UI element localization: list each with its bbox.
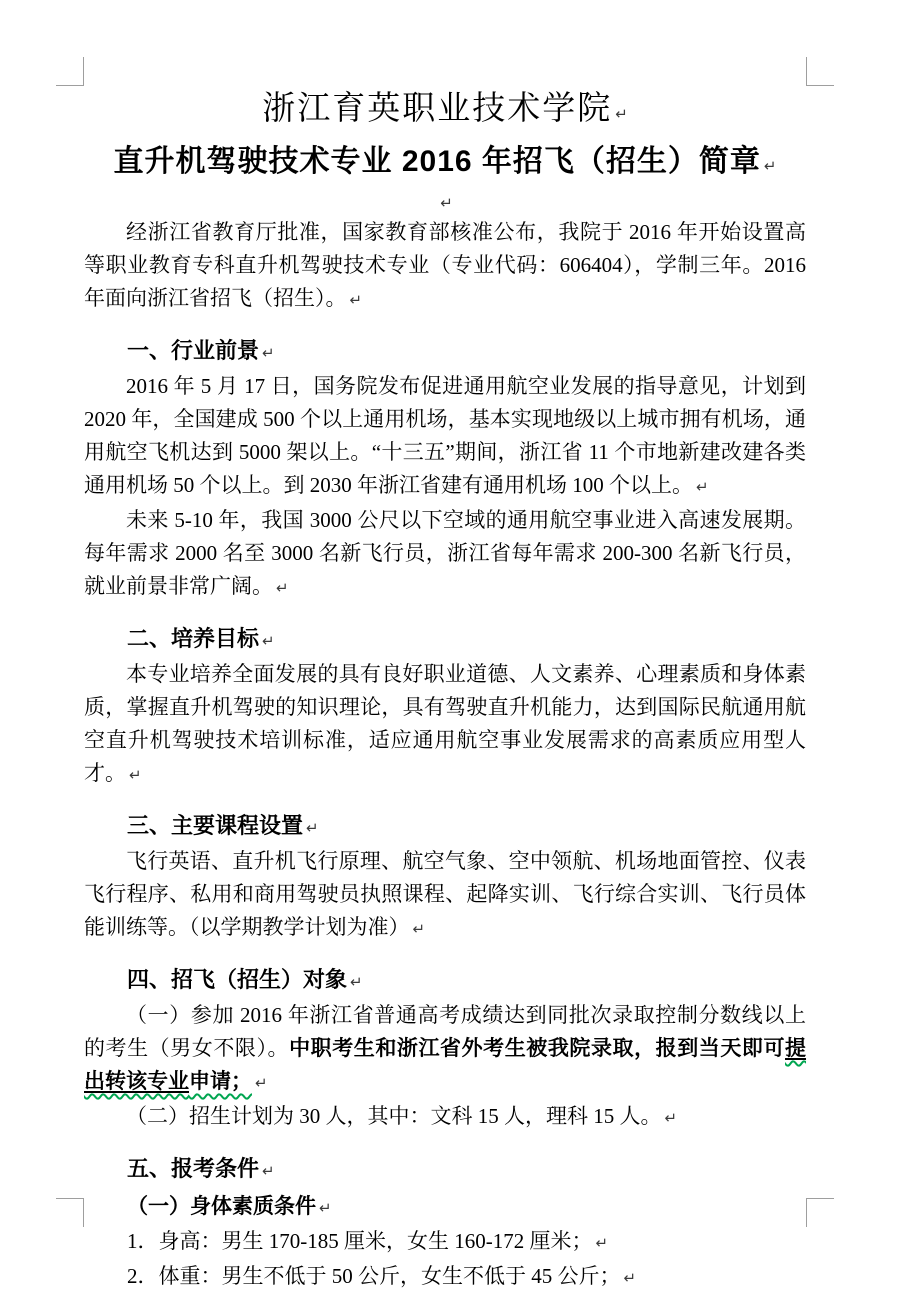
section-application-requirements (84, 1152, 806, 1291)
section-1-paragraph-1 (84, 370, 806, 504)
paragraph-mark: ↵ (262, 344, 275, 362)
section-2-paragraph-1-text: 本专业培养全面发展的具有良好职业道德、人文素养、心理素质和身体素质，掌握直升机驾驶的知识理论，具有驾驶直升机能力，达到国际民航通用航空直升机驾驶技术培训标准，适应通用航空事业发展需求的高素质应用型人才。 (84, 662, 806, 785)
section-5-heading-text: 五、报考条件 (127, 1156, 260, 1181)
margin-crop-mark-top-right (806, 57, 834, 86)
section-industry-outlook (84, 334, 806, 605)
paragraph-mark: ↵ (595, 1234, 609, 1252)
requirement-height (84, 1225, 806, 1260)
requirement-height-text: 1．身高：男生 170-185 厘米，女生 160-172 厘米； (127, 1229, 593, 1253)
paragraph-mark: ↵ (664, 1109, 678, 1127)
section-1-paragraph-1-text: 2016 年 5 月 17 日，国务院发布促进通用航空业发展的指导意见，计划到 2020 年，全国建成 500 个以上通用机场，基本实现地级以上城市拥有机场，通用航空飞机达到 5000 架以上。“十三五”期间，浙江省 11 个市地新建改建各类通用机场 50 个以上。到 2030 年浙江省建有通用机场 100 个以上。 (84, 374, 806, 497)
paragraph-mark: ↵ (615, 105, 628, 123)
wavy-run: 申请； (189, 1070, 252, 1093)
document-body (84, 85, 806, 1291)
margin-crop-mark-bottom-left (56, 1198, 84, 1227)
paragraph-mark: ↵ (440, 194, 453, 212)
section-3-heading-text: 三、主要课程设置 (127, 813, 304, 838)
section-3-paragraph-1 (84, 845, 806, 946)
requirement-weight-text: 2．体重：男生不低于 50 公斤，女生不低于 45 公斤； (127, 1264, 621, 1288)
section-2-heading (84, 622, 806, 658)
paragraph-mark: ↵ (349, 291, 363, 309)
intro-paragraph-text: 经浙江省教育厅批准，国家教育部核准公布，我院于 2016 年开始设置高等职业教育专科直升机驾驶技术专业（专业代码：606404），学制三年。2016 年面向浙江省招飞（招生）。 (84, 220, 806, 310)
margin-crop-mark-top-left (56, 57, 84, 86)
paragraph-mark: ↵ (319, 1199, 332, 1217)
section-5-heading (84, 1152, 806, 1188)
paragraph-mark: ↵ (623, 1269, 637, 1287)
section-training-objectives (84, 622, 806, 792)
section-1-paragraph-2-text: 未来 5-10 年，我国 3000 公尺以下空域的通用航空事业进入高速发展期。每年需求 2000 名至 3000 名新飞行员，浙江省每年需求 200-300 名新飞行员，就业前景非常广阔。 (84, 508, 806, 598)
margin-crop-mark-bottom-right (806, 1198, 834, 1227)
paragraph-mark: ↵ (276, 579, 289, 597)
section-main-courses (84, 809, 806, 946)
physical-condition-subheading-text: （一）身体素质条件 (127, 1195, 316, 1218)
admission-target-item-2 (84, 1100, 806, 1135)
section-2-paragraph-1 (84, 658, 806, 792)
paragraph-mark: ↵ (129, 766, 142, 784)
section-1-heading-text: 一、行业前景 (127, 338, 260, 363)
section-1-paragraph-2 (84, 504, 806, 605)
physical-condition-subheading (84, 1190, 806, 1225)
document-subtitle (84, 138, 806, 190)
admission-target-item-2-text: （二）招生计划为 30 人，其中：文科 15 人，理科 15 人。 (126, 1104, 662, 1128)
section-3-heading (84, 809, 806, 845)
empty-paragraph (84, 190, 806, 216)
bold-run: 中职考生和浙江省外考生被我院录取，报到当天即可 (289, 1037, 786, 1060)
section-3-paragraph-1-text: 飞行英语、直升机飞行原理、航空气象、空中领航、机场地面管控、仪表飞行程序、私用和商用驾驶员执照课程、起降实训、飞行综合实训、飞行员体能训练等。（以学期教学计划为准） (84, 849, 806, 939)
admission-target-item-1 (84, 999, 806, 1100)
section-2-heading-text: 二、培养目标 (127, 626, 260, 651)
document-title-text: 浙江育英职业技术学院 (262, 91, 613, 127)
intro-paragraph (84, 216, 806, 317)
paragraph-mark: ↵ (255, 1074, 268, 1092)
document-title (84, 85, 806, 138)
requirement-weight (84, 1260, 806, 1291)
section-4-heading-text: 四、招飞（招生）对象 (127, 967, 348, 992)
paragraph-mark: ↵ (262, 1162, 275, 1180)
paragraph-mark: ↵ (696, 478, 709, 496)
document-subtitle-text: 直升机驾驶技术专业 2016 年招飞（招生）简章 (113, 145, 761, 178)
section-1-heading (84, 334, 806, 370)
paragraph-mark: ↵ (763, 157, 777, 175)
paragraph-mark: ↵ (412, 920, 426, 938)
section-admission-target (84, 963, 806, 1135)
paragraph-mark: ↵ (350, 973, 363, 991)
paragraph-mark: ↵ (262, 632, 275, 650)
underlined-run: 提出转该专业 (84, 1037, 807, 1093)
paragraph-mark: ↵ (306, 819, 319, 837)
admission-target-item-1-text: （一）参加 2016 年浙江省普通高考成绩达到同批次录取控制分数线以上的考生（男女不限）。 (84, 1003, 806, 1060)
section-4-heading (84, 963, 806, 999)
